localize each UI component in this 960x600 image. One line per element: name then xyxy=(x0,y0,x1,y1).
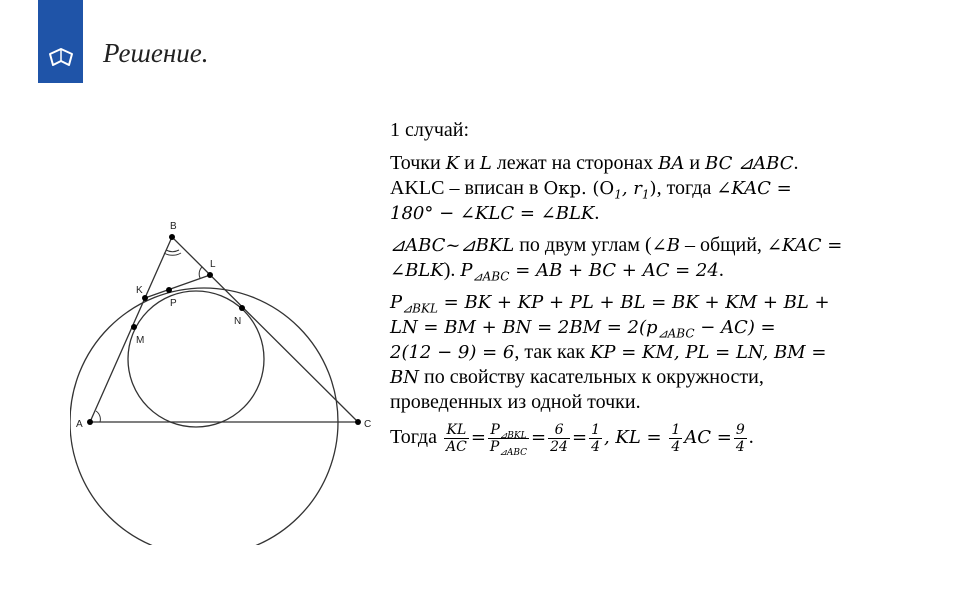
case-heading: 1 случай: xyxy=(390,119,470,141)
triangle-abc xyxy=(90,237,358,422)
point-b xyxy=(169,234,175,240)
label-m: M xyxy=(136,335,145,346)
angle-mark-a xyxy=(96,411,100,422)
book-icon xyxy=(47,45,75,69)
point-l xyxy=(207,272,213,278)
point-k xyxy=(142,295,148,301)
angle-mark-b xyxy=(166,250,179,252)
label-k: K xyxy=(136,285,143,296)
label-c: C xyxy=(364,419,372,430)
point-c xyxy=(355,419,361,425)
paragraph-3: $P_{⊿BKL}$ = BK + KP + PL + BL = BK + KM + BL + LN = BM + BN = $2BM = 2(p_{⊿ABC} - AC)$ = 2(12 − 9) = 6, так как KP = KM, PL = LN, BM = BN по свойству касательных к окружности, проведенных из одной точки. xyxy=(390,292,830,413)
fraction-6-24: $\frac{6}{24}$ xyxy=(550,422,568,455)
geometry-figure xyxy=(70,215,380,545)
fraction-perimeters: $\frac{P_{⊿BKL}}{P_{⊿ABC}}$ xyxy=(489,422,528,458)
fraction-1-4: $\frac{1}{4}$ xyxy=(591,422,600,455)
angle-mark-l xyxy=(199,267,202,278)
point-a xyxy=(87,419,93,425)
circumcircle xyxy=(70,288,338,545)
paragraph-4: Тогда $\frac{KL}{AC}$ = $\frac{P_{⊿BKL}}{P_{⊿ABC}}$ = $\frac{6}{24}$ = $\frac{1}{4}$ , KL = $\frac{1}{4}$ AC = $\frac{9}{4}$ . xyxy=(390,422,754,458)
fraction-9-4: $\frac{9}{4}$ xyxy=(735,422,745,455)
page-title: Решение. xyxy=(103,38,209,68)
label-b: B xyxy=(170,221,177,232)
fraction-kl-ac: $\frac{KL}{AC}$ xyxy=(445,422,467,455)
label-p: P xyxy=(170,298,177,309)
point-p xyxy=(166,287,172,293)
paragraph-2: ⊿ABC~⊿BKL по двум углам (∠B – общий, ∠KAC = ∠BLK). $P_{⊿ABC}$ = AB + BC + AC = 24. xyxy=(390,234,843,284)
logo-box xyxy=(38,0,83,83)
point-n xyxy=(239,305,245,311)
solution-text xyxy=(390,118,930,462)
point-m xyxy=(131,324,137,330)
fraction-1-4-b: $\frac{1}{4}$ xyxy=(671,422,681,455)
label-a: A xyxy=(76,419,83,430)
paragraph-1: Точки K и L лежат на сторонах BA и BC ⊿ABC. AKLC – вписан в Окр. ($O_1$, $r_1$), тогда ∠KAC = 180° − ∠KLC = ∠BLK. xyxy=(390,152,799,224)
label-n: N xyxy=(234,316,242,327)
label-l: L xyxy=(210,259,216,270)
segment-kl xyxy=(145,275,210,298)
incircle xyxy=(128,291,264,427)
angle-mark-b2 xyxy=(164,253,181,255)
